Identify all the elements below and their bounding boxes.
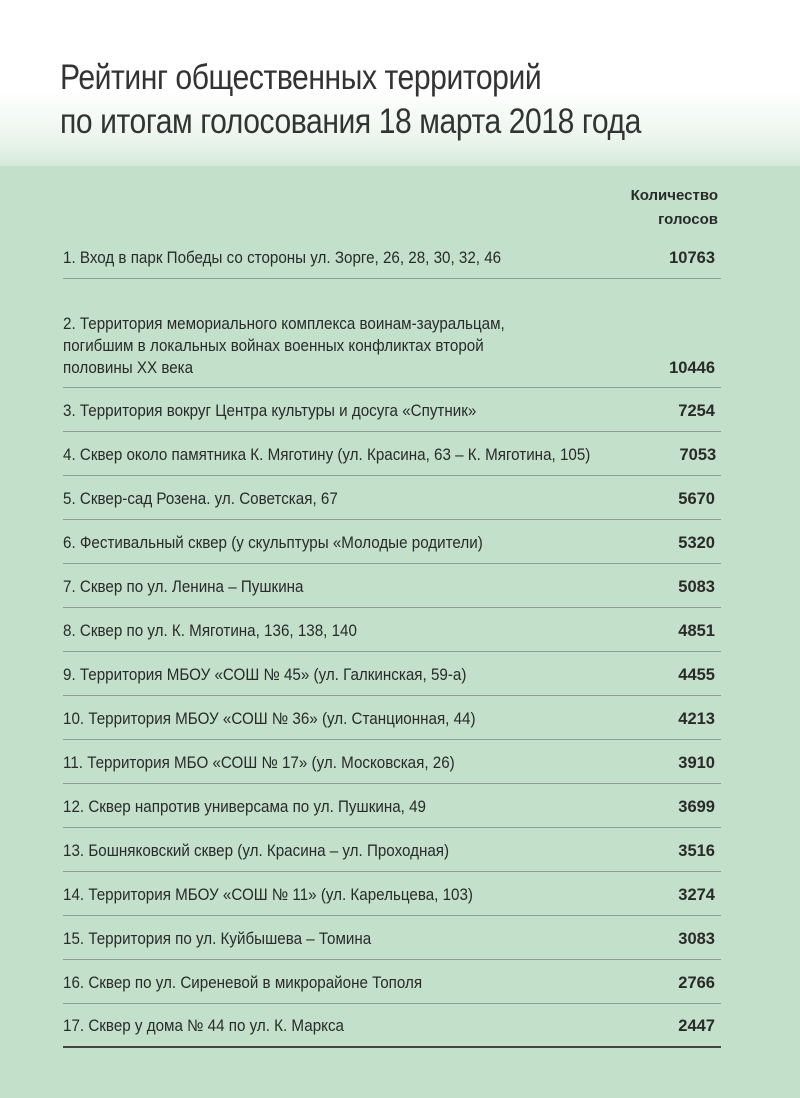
- territory-name: [63, 532, 589, 554]
- territory-name-line: 6. Фестивальный сквер (у скульптуры «Молодые родители): [63, 534, 483, 552]
- page-title-line-1: Рейтинг общественных территорий: [60, 58, 542, 97]
- territory-name: [63, 840, 589, 862]
- territory-name: [63, 313, 589, 379]
- territory-name-line: 15. Территория по ул. Куйбышева – Томина: [63, 930, 372, 948]
- territory-name-line: 17. Сквер у дома № 44 по ул. К. Маркса: [63, 1017, 344, 1035]
- table-row: [63, 652, 721, 696]
- territory-name-line: 1. Вход в парк Победы со стороны ул. Зорге, 26, 28, 30, 32, 46: [63, 249, 502, 267]
- territory-name: [63, 620, 589, 642]
- territory-name: [63, 444, 590, 466]
- page-title: [60, 56, 679, 144]
- territory-name-line: 8. Сквер по ул. К. Мяготина, 136, 138, 140: [63, 622, 357, 640]
- territory-name: [63, 708, 589, 730]
- territory-name-line: 13. Бошняковский сквер (ул. Красина – ул. Проходная): [63, 842, 450, 860]
- title-banner: [0, 0, 800, 166]
- vote-count: 3910: [678, 754, 715, 772]
- table-row: [63, 476, 721, 520]
- table-row: [63, 564, 721, 608]
- page-title-line-2: по итогам голосования 18 марта 2018 года: [60, 102, 641, 141]
- vote-count: 4213: [678, 710, 715, 728]
- territory-name-line: 4. Сквер около памятника К. Мяготину (ул. Красина, 63 – К. Мяготина, 105): [63, 446, 591, 464]
- territory-name-line: 3. Территория вокруг Центра культуры и досуга «Спутник»: [63, 402, 477, 420]
- vote-count: 10763: [669, 249, 715, 267]
- table-row: [63, 520, 721, 564]
- vote-count: 3083: [678, 930, 715, 948]
- table-row: [63, 916, 721, 960]
- territory-name-line: 14. Территория МБОУ «СОШ № 11» (ул. Карельцева, 103): [63, 886, 473, 904]
- territory-name: [63, 928, 589, 950]
- vote-count: 2766: [678, 974, 715, 992]
- territory-name-line: 7. Сквер по ул. Ленина – Пушкина: [63, 578, 304, 596]
- territory-name: [63, 1015, 589, 1037]
- table-row: [63, 279, 721, 388]
- territory-name: [63, 664, 589, 686]
- table-row: [63, 784, 721, 828]
- territory-name: [63, 247, 589, 269]
- territory-name-line: 5. Сквер-сад Розена. ул. Советская, 67: [63, 490, 338, 508]
- vote-count: 4851: [678, 622, 715, 640]
- territory-name-line: 2. Территория мемориального комплекса воинам-зауральцам,: [63, 315, 505, 333]
- territory-name: [63, 752, 589, 774]
- table-row: [63, 1004, 721, 1048]
- territory-name-line: погибшим в локальных войнах военных конфликтах второй: [63, 337, 484, 355]
- votes-header-line-2: голосов: [658, 211, 718, 228]
- table-row: [63, 696, 721, 740]
- table-row: [63, 872, 721, 916]
- vote-count: 3274: [678, 886, 715, 904]
- territory-name: [63, 796, 589, 818]
- territory-name: [63, 576, 589, 598]
- territory-name-line: 9. Территория МБОУ «СОШ № 45» (ул. Галкинская, 59-а): [63, 666, 467, 684]
- table-row: [63, 828, 721, 872]
- territory-name-line: 12. Сквер напротив универсама по ул. Пушкина, 49: [63, 798, 426, 816]
- vote-count: 2447: [678, 1017, 715, 1035]
- territory-name-line: половины XX века: [63, 359, 194, 377]
- vote-count: 3516: [678, 842, 715, 860]
- vote-count: 3699: [678, 798, 715, 816]
- territory-name-line: 11. Территория МБО «СОШ № 17» (ул. Московская, 26): [63, 754, 455, 772]
- territory-name-line: 10. Территория МБОУ «СОШ № 36» (ул. Станционная, 44): [63, 710, 476, 728]
- table-row: [63, 388, 721, 432]
- table-row: [63, 608, 721, 652]
- vote-count: 10446: [669, 359, 715, 377]
- votes-column-header: [578, 184, 718, 232]
- rating-table: [63, 236, 721, 1048]
- territory-name: [63, 488, 589, 510]
- table-row: [63, 960, 721, 1004]
- table-row: [63, 432, 721, 476]
- vote-count: 4455: [678, 666, 715, 684]
- table-row: [63, 236, 721, 279]
- territory-name: [63, 972, 589, 994]
- vote-count: 7053: [679, 446, 717, 464]
- votes-header-line-1: Количество: [630, 187, 718, 204]
- territory-name: [63, 884, 589, 906]
- table-row: [63, 740, 721, 784]
- vote-count: 5670: [678, 490, 715, 508]
- territory-name-line: 16. Сквер по ул. Сиреневой в микрорайоне Тополя: [63, 974, 423, 992]
- vote-count: 5320: [678, 534, 715, 552]
- vote-count: 5083: [678, 578, 715, 596]
- vote-count: 7254: [678, 402, 715, 420]
- territory-name: [63, 400, 589, 422]
